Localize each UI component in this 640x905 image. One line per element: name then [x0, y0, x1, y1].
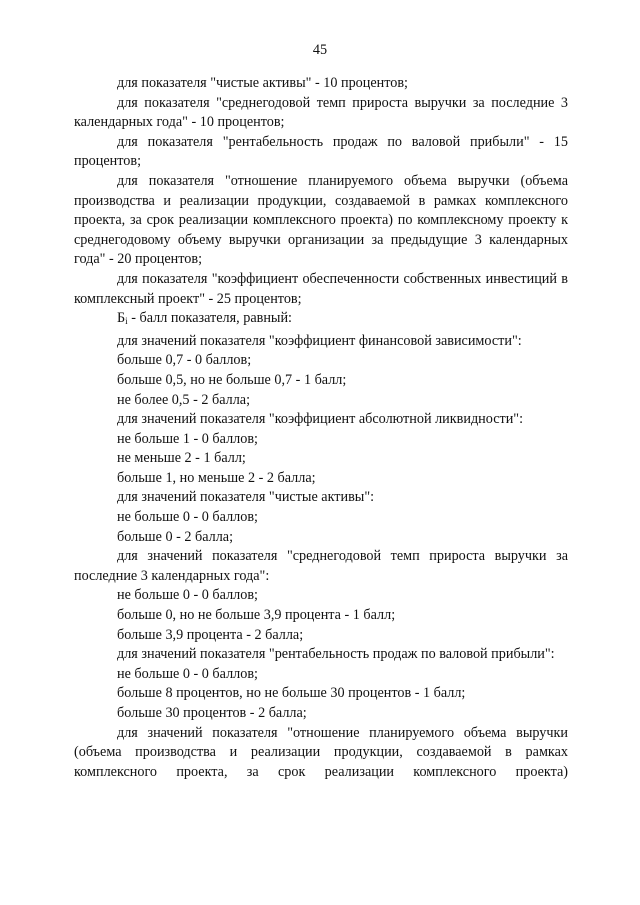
paragraph: для значений показателя "рентабельность продаж по валовой прибыли":	[117, 646, 555, 663]
list-item: больше 1, но меньше 2 - 2 балла;	[117, 469, 316, 486]
list-item: больше 0 - 2 балла;	[117, 528, 234, 545]
paragraph: для значений показателя "отношение планируемого объема выручки (объема производства и реализации продукции, создаваемой в рамках комплексного проекта, за срок реализации комплексного проекта)	[74, 724, 568, 780]
paragraph: для значений показателя "среднегодовой темп прироста выручки за последние 3 календарных года":	[74, 548, 568, 584]
list-item: больше 30 процентов - 2 балла;	[117, 705, 307, 721]
list-item: больше 8 процентов, но не больше 30 процентов - 1 балл;	[117, 685, 466, 702]
list-item: больше 0,5, но не больше 0,7 - 1 балл;	[117, 371, 347, 388]
symbol-subscript: i	[125, 316, 128, 327]
paragraph: для показателя "чистые активы" - 10 процентов;	[117, 75, 408, 91]
list-item: не больше 0 - 0 баллов;	[117, 665, 258, 682]
list-item: больше 0,7 - 0 баллов;	[117, 352, 252, 369]
paragraph: для значений показателя "коэффициент абсолютной ликвидности":	[117, 411, 524, 428]
paragraph: для показателя "рентабельность продаж по валовой прибыли" - 15 процентов;	[74, 133, 568, 170]
paragraph: для значений показателя "коэффициент финансовой зависимости":	[117, 332, 522, 349]
symbol-b: Б	[117, 310, 126, 327]
list-item: больше 0, но не больше 3,9 процента - 1 балл;	[117, 607, 396, 624]
list-item: не меньше 2 - 1 балл;	[117, 450, 246, 467]
list-item: не больше 1 - 0 баллов;	[117, 430, 258, 447]
definition-text: - балл показателя, равный:	[127, 310, 292, 327]
list-item: больше 3,9 процента - 2 балла;	[117, 626, 304, 643]
list-item: не больше 0 - 0 баллов;	[117, 587, 258, 604]
paragraph: для показателя "отношение планируемого объема выручки (объема производства и реализации продукции, создаваемой в рамках комплексного проекта, за срок реализации комплексного проекта) по комплексному проекту к среднегодовому объему выручки организации за предыдущие 3 календарных года" - 20 процентов;	[74, 172, 568, 268]
paragraph-score-definition	[74, 309, 568, 332]
paragraph: для показателя "среднегодовой темп прироста выручки за последние 3 календарных года" - 10 процентов;	[74, 94, 568, 131]
list-item: не более 0,5 - 2 балла;	[117, 391, 251, 408]
page-number: 45	[312, 42, 328, 58]
document-body	[74, 74, 568, 782]
paragraph: для показателя "коэффициент обеспеченности собственных инвестиций в комплексный проект" - 25 процентов;	[74, 270, 568, 307]
list-item: не больше 0 - 0 баллов;	[117, 509, 258, 526]
paragraph: для значений показателя "чистые активы":	[117, 489, 375, 506]
